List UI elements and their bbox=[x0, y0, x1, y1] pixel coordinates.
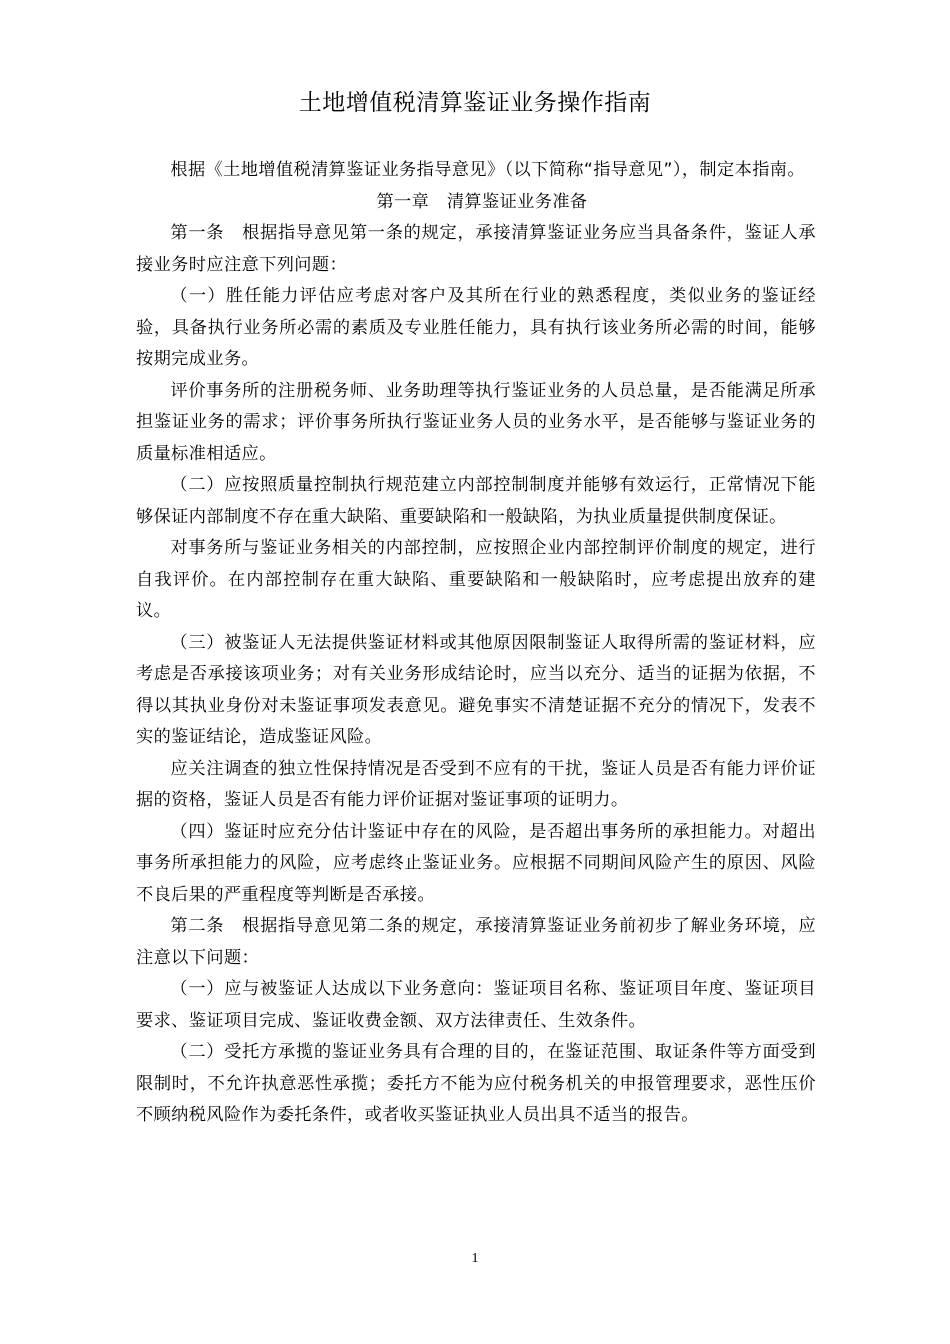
article-2-item-1-paragraph: （一）应与被鉴证人达成以下业务意向：鉴证项目名称、鉴证项目年度、鉴证项目要求、鉴证项目完成、鉴证收费金额、双方法律责任、生效条件。 bbox=[136, 979, 816, 1031]
article-1-paragraph: 第一条 根据指导意见第一条的规定，承接清算鉴证业务应当具备条件，鉴证人承接业务时应注意下列问题： bbox=[136, 223, 816, 275]
article-1-item-2-note-paragraph: 对事务所与鉴证业务相关的内部控制，应按照企业内部控制评价制度的规定，进行自我评价。在内部控制存在重大缺陷、重要缺陷和一般缺陷时，应考虑提出放弃的建议。 bbox=[136, 538, 816, 621]
article-1-item-2-paragraph: （二）应按照质量控制执行规范建立内部控制制度并能够有效运行，正常情况下能够保证内部制度不存在重大缺陷、重要缺陷和一般缺陷，为执业质量提供制度保证。 bbox=[136, 475, 816, 527]
article-1-item-3-note-paragraph: 应关注调查的独立性保持情况是否受到不应有的干扰，鉴证人员是否有能力评价证据的资格，鉴证人员是否有能力评价证据对鉴证事项的证明力。 bbox=[136, 758, 816, 810]
article-1-item-1-paragraph: （一）胜任能力评估应考虑对客户及其所在行业的熟悉程度，类似业务的鉴证经验，具备执行业务所必需的素质及专业胜任能力，具有执行该业务所必需的时间，能够按期完成业务。 bbox=[136, 286, 816, 369]
article-1-item-3-paragraph: （三）被鉴证人无法提供鉴证材料或其他原因限制鉴证人取得所需的鉴证材料，应考虑是否承接该项业务；对有关业务形成结论时，应当以充分、适当的证据为依据，不得以其执业身份对未鉴证事项发表意见。避免事实不清楚证据不充分的情况下，发表不实的鉴证结论，造成鉴证风险。 bbox=[136, 632, 816, 747]
intro-paragraph: 根据《土地增值税清算鉴证业务指导意见》（以下简称“指导意见”），制定本指南。 bbox=[170, 160, 805, 180]
document-title: 土地增值税清算鉴证业务操作指南 bbox=[298, 90, 652, 116]
article-2-paragraph: 第二条 根据指导意见第二条的规定，承接清算鉴证业务前初步了解业务环境，应注意以下问题： bbox=[136, 916, 816, 968]
article-2-item-2-paragraph: （二）受托方承揽的鉴证业务具有合理的目的，在鉴证范围、取证条件等方面受到限制时，不允许执意恶性承揽；委托方不能为应付税务机关的申报管理要求，恶性压价不顾纳税风险作为委托条件，或者收买鉴证执业人员出具不适当的报告。 bbox=[136, 1042, 816, 1125]
article-1-item-1-note-paragraph: 评价事务所的注册税务师、业务助理等执行鉴证业务的人员总量，是否能满足所承担鉴证业务的需求；评价事务所执行鉴证业务人员的业务水平，是否能够与鉴证业务的质量标准相适应。 bbox=[136, 380, 816, 464]
page-number: 1 bbox=[471, 1251, 479, 1266]
document-body bbox=[136, 155, 816, 1132]
article-1-item-4-paragraph: （四）鉴证时应充分估计鉴证中存在的风险，是否超出事务所的承担能力。对超出事务所承担能力的风险，应考虑终止鉴证业务。应根据不同期间风险产生的原因、风险不良后果的严重程度等判断是否承接。 bbox=[136, 821, 816, 905]
chapter-heading: 第一章 清算鉴证业务准备 bbox=[376, 191, 588, 212]
